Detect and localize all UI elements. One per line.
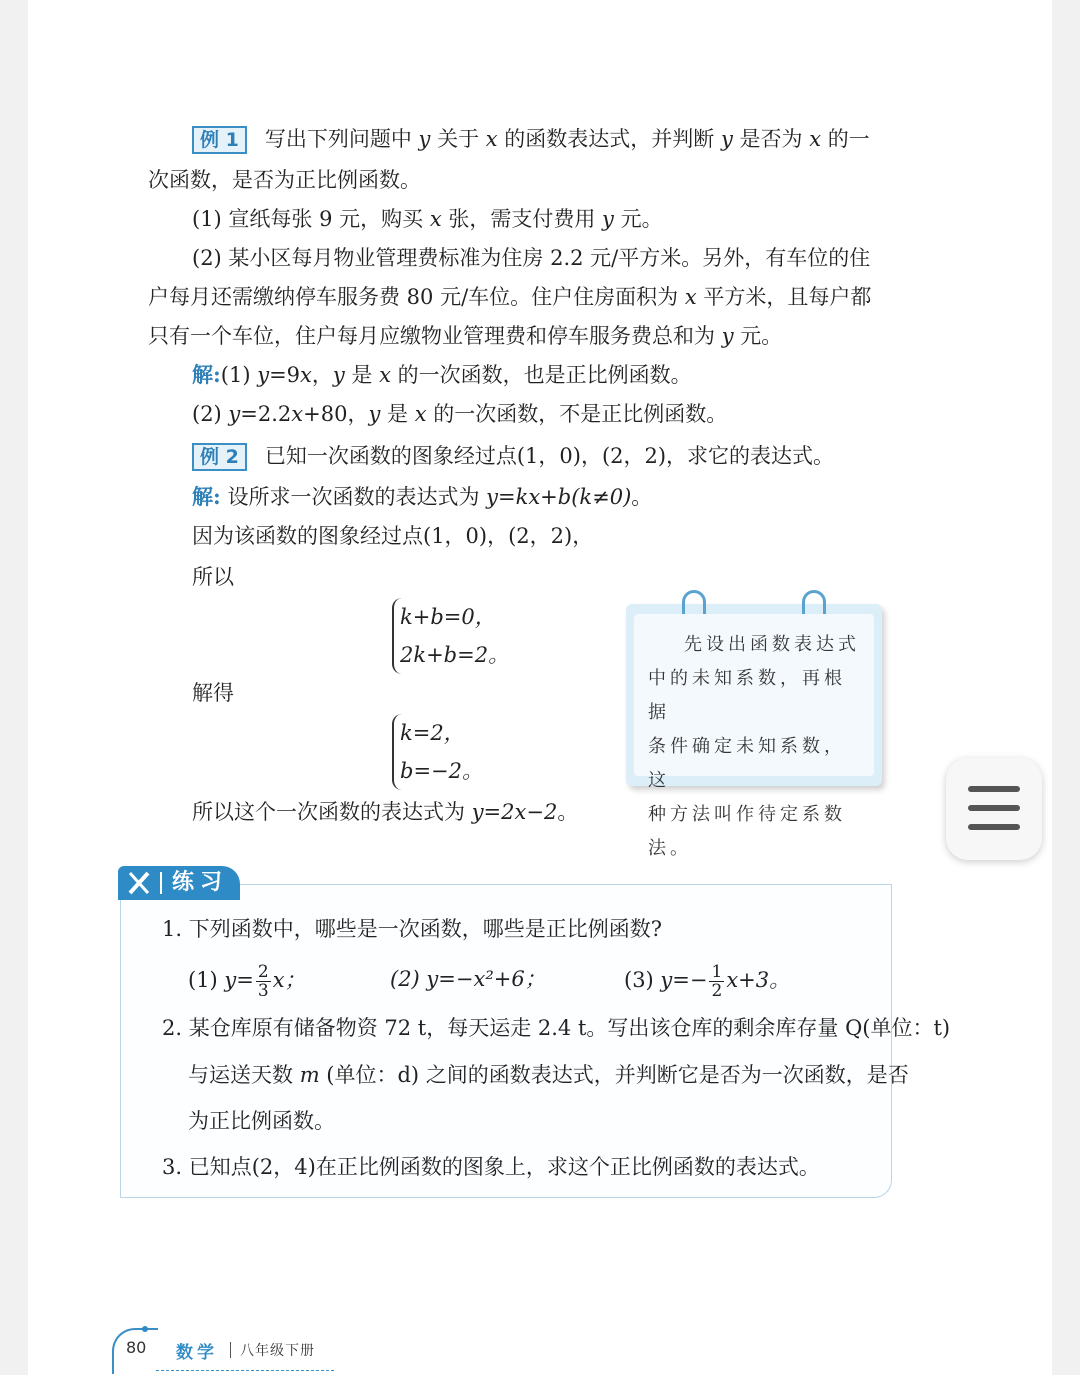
example2-conclusion: 所以这个一次函数的表达式为 y=2x−2。 xyxy=(192,800,579,824)
pencil-ruler-icon xyxy=(126,869,152,897)
exercise-header xyxy=(118,866,240,900)
page-footer xyxy=(112,1322,372,1372)
example2-because: 因为该函数的图象经过点(1，0)，(2，2)， xyxy=(192,524,594,548)
example2-solution-setup: 解: 设所求一次函数的表达式为 y=kx+b(k≠0)。 xyxy=(192,484,653,509)
exercise-q3: 3. 已知点(2，4)在正比例函数的图象上，求这个正比例函数的表达式。 xyxy=(162,1155,820,1179)
example1-stem-line2: 次函数，是否为正比例函数。 xyxy=(148,168,421,192)
example1-question2-line2: 户每月还需缴纳停车服务费 80 元/车位。住户住房面积为 x 平方米，且每户都 xyxy=(148,285,872,309)
method-note-card xyxy=(626,604,882,859)
example2-so: 所以 xyxy=(192,565,234,589)
method-note-text: 先设出函数表达式 中的未知系数，再根据 条件确定未知系数，这 种方法叫作待定系数法。 xyxy=(634,614,874,776)
exercise-q1-part1: (1) y= $\frac{2}{3}$ x； xyxy=(188,962,306,1001)
equation-system-2: k=2， b=−2。 xyxy=(392,714,483,790)
exercise-q1-part3: (3) y=− $\frac{1}{2}$ x+3。 xyxy=(624,962,791,1001)
menu-button[interactable] xyxy=(946,758,1042,860)
grade-label: 八年级下册 xyxy=(240,1343,315,1359)
subject-label: 数学 xyxy=(176,1343,218,1363)
binder-ring-icon xyxy=(802,590,826,615)
example1-solution2: (2) y=2.2x+80，y 是 x 的一次函数，不是正比例函数。 xyxy=(192,402,728,426)
example2-solved: 解得 xyxy=(192,681,234,705)
exercise-q1-part2: (2) y=−x²+6； xyxy=(390,967,546,991)
exercise-q1: 1. 下列函数中，哪些是一次函数，哪些是正比例函数? xyxy=(162,917,662,941)
exercise-title: 练习 xyxy=(172,870,229,895)
example2-stem: 例 2 已知一次函数的图象经过点(1，0)，(2，2)，求它的表达式。 xyxy=(192,441,834,471)
hamburger-menu-icon xyxy=(968,786,1020,792)
fraction: $\frac{2}{3}$ xyxy=(257,962,269,1001)
example1-tag: 例 1 xyxy=(192,126,247,154)
exercise-q2-line1: 2. 某仓库原有储备物资 72 t，每天运走 2.4 t。写出该仓库的剩余库存量 Q(单位：t) xyxy=(162,1016,951,1040)
example1-question2-line3: 只有一个车位，住户每月应缴物业管理费和停车服务费总和为 y 元。 xyxy=(148,324,783,348)
equation-system-1: k+b=0， 2k+b=2。 xyxy=(392,598,509,674)
example1-stem-line1: 例 1 写出下列问题中 y 关于 x 的函数表达式，并判断 y 是否为 x 的一 xyxy=(192,124,870,154)
example1-question2-line1: (2) 某小区每月物业管理费标准为住房 2.2 元/平方米。另外，有车位的住 xyxy=(192,246,871,270)
example2-tag: 例 2 xyxy=(192,443,247,471)
fraction: $\frac{1}{2}$ xyxy=(711,962,723,1001)
exercise-q2-line3: 为正比例函数。 xyxy=(188,1109,335,1133)
exercise-q2-line2: 与运送天数 m (单位：d) 之间的函数表达式，并判断它是否为一次函数，是否 xyxy=(188,1063,909,1087)
example1-solution1: 解:(1) y=9x，y 是 x 的一次函数，也是正比例函数。 xyxy=(192,362,692,387)
page-number: 80 xyxy=(126,1338,147,1357)
example1-question1: (1) 宣纸每张 9 元，购买 x 张，需支付费用 y 元。 xyxy=(192,207,663,231)
solution-label: 解: xyxy=(192,362,221,387)
solution-label: 解: xyxy=(192,484,221,509)
binder-ring-icon xyxy=(682,590,706,615)
